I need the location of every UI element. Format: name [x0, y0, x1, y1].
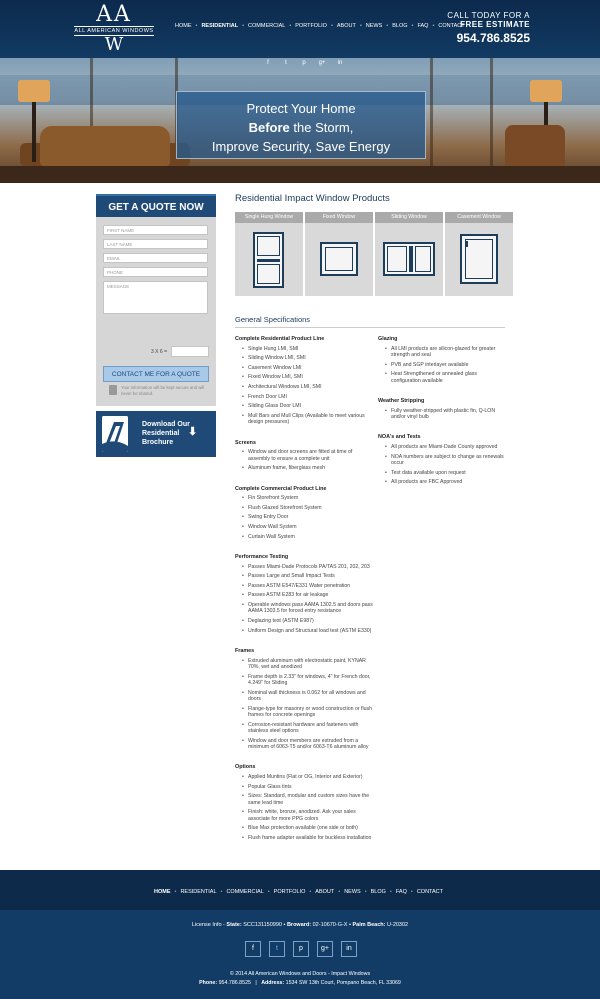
linkedin-icon[interactable]: in [337, 60, 343, 66]
spec-item: • Casement Window LMI [248, 365, 375, 371]
fixed-window-icon [320, 242, 358, 276]
spec-item: • Fully weather-stripped with plastic fin, Q-LON and/or vinyl bulb [391, 408, 505, 421]
nav-residential[interactable]: RESIDENTIAL [201, 23, 239, 29]
footer-nav-about[interactable]: ABOUT [315, 889, 335, 895]
spec-item: • Uniform Design and Structural load test (ASTM E330) [248, 628, 375, 634]
spec-item: • Corrosion-resistant hardware and fasteners with stainless steel options [248, 722, 375, 735]
product-label: Sliding Window [375, 212, 443, 223]
spec-group-title: Performance Testing [235, 553, 289, 560]
license-pb: U-20302 [385, 922, 409, 928]
brochure-download-button[interactable] [96, 411, 216, 457]
license-state-label: State: [226, 922, 242, 928]
footer-nav-faq[interactable]: FAQ [395, 889, 407, 895]
hero-window-frame [430, 58, 433, 183]
googleplus-icon[interactable]: g+ [318, 60, 326, 66]
spec-list [378, 408, 505, 421]
product-grid [235, 212, 513, 296]
spec-group-title: Options [235, 764, 256, 771]
nav-separator: • [410, 889, 413, 895]
product-label: Fixed Window [305, 212, 373, 223]
specs-title: General Specifications [235, 315, 505, 328]
product-fixed[interactable] [305, 212, 373, 296]
facebook-icon[interactable]: f [267, 60, 269, 66]
nav-faq[interactable]: FAQ [417, 23, 429, 29]
hero-banner [0, 0, 600, 183]
spec-item: • Flush Glazed Storefront System [248, 505, 375, 511]
spec-group-title: Weather Stripping [378, 398, 425, 404]
call-phone[interactable]: 954.786.8525 [456, 31, 530, 45]
product-casement[interactable] [445, 212, 513, 296]
nav-separator: • [389, 889, 392, 895]
spec-item: • All products are Miami-Dade County approved [391, 444, 505, 450]
spec-item: • Sliding Window LMI, SMI [248, 355, 375, 361]
footer-contact-line: Phone: 954.786.8525 | Address: 1534 SW 13th Court, Pompano Beach, FL 33069 [199, 980, 401, 986]
specs-left-column [235, 335, 375, 854]
spec-group [235, 647, 375, 750]
hero-line-1: Protect Your Home [246, 101, 356, 116]
nav-about[interactable]: ABOUT [336, 23, 356, 29]
hero-message [176, 91, 426, 159]
footer-nav-blog[interactable]: BLOG [370, 889, 386, 895]
phone-label: Phone: [199, 980, 218, 986]
spec-group [235, 439, 375, 472]
spec-group-title: Frames [235, 647, 255, 654]
spec-item: • Mull Bars and Mull Clips (Available to meet various design pressures) [248, 413, 375, 426]
hero-lamp [18, 80, 50, 102]
phone-field[interactable]: PHONE [103, 267, 208, 277]
license-broward-label: Broward: [286, 922, 312, 928]
nav-portfolio[interactable]: PORTFOLIO [295, 23, 327, 29]
license-pb-label: Palm Beach: [352, 922, 386, 928]
spec-item: • Blue Max protection available (one side or both) [248, 825, 375, 831]
nav-separator: • [174, 889, 177, 895]
quote-form-footer [96, 402, 216, 406]
call-to-action [420, 11, 530, 45]
nav-news[interactable]: NEWS [365, 23, 383, 29]
download-icon: ⬇ [188, 426, 198, 438]
call-line-2: FREE ESTIMATE [460, 20, 530, 29]
spec-item: • Passes Miami-Dade Protocols PA/TAS 201, 202, 203 [248, 564, 375, 570]
spec-group-title: Glazing [378, 336, 398, 342]
footer-nav-home[interactable]: HOME [154, 889, 171, 895]
logo-letters-top: AA [96, 2, 132, 27]
spec-list [235, 774, 375, 841]
product-single-hung[interactable] [235, 212, 303, 296]
pinterest-icon[interactable]: p [302, 60, 306, 66]
nav-separator: • [338, 889, 341, 895]
spec-list [235, 346, 375, 426]
product-label: Casement Window [445, 212, 513, 223]
spec-list [235, 449, 375, 471]
nav-blog[interactable]: BLOG [392, 23, 408, 29]
hero-floor [0, 166, 600, 183]
nav-separator: • [242, 23, 245, 29]
copyright: © 2014 All American Windows and Doors - Impact Windows [229, 971, 371, 977]
spec-item: • Finish: white, bronze, anodized. Ask your sales associate for more PPG colors [248, 809, 375, 822]
spec-item: • Aluminum frame, fiberglass mesh [248, 465, 375, 471]
footer-nav-portfolio[interactable]: PORTFOLIO [273, 889, 306, 895]
hero-window-frame [490, 58, 493, 183]
nav-home[interactable]: HOME [175, 23, 192, 29]
nav-separator: • [309, 889, 312, 895]
nav-separator: • [386, 23, 389, 29]
footer-social-icons [245, 941, 357, 957]
spec-item: • Swing Entry Door [248, 514, 375, 520]
quote-form [96, 217, 216, 382]
license-prefix: License Info - [191, 922, 227, 928]
spec-item: • Applied Muntins (Flat or OG, Interior and Exterior) [248, 774, 375, 780]
sidebar [96, 194, 216, 457]
last-name-field[interactable]: LAST NAME [103, 239, 208, 249]
spec-list [235, 564, 375, 634]
spec-group [378, 335, 505, 384]
spec-item: • Curtain Wall System [248, 534, 375, 540]
footer-nav-contact[interactable]: CONTACT [416, 889, 443, 895]
spec-item: • Operable windows pass AAMA 1302.5 and doors pass AAMA 1303.5 for forced entry resistance [248, 602, 375, 615]
spec-list [235, 495, 375, 540]
main-content [235, 193, 505, 841]
footer-nav-news[interactable]: NEWS [344, 889, 361, 895]
contact-quote-button[interactable]: CONTACT ME FOR A QUOTE [103, 366, 209, 382]
spec-item: • Test data available upon request [391, 470, 505, 476]
call-line-1: CALL TODAY FOR A [447, 11, 530, 20]
brochure-line-3: Brochure [142, 439, 174, 446]
spec-item: • PVB and SGP interlayer available [391, 362, 505, 368]
spec-item: • Passes ASTM E547/E331 Water penetration [248, 583, 375, 589]
nav-commercial[interactable]: COMMERCIAL [248, 23, 286, 29]
nav-separator: • [364, 889, 367, 895]
hero-line-3: Improve Security, Save Energy [211, 139, 391, 154]
footer-address: 1534 SW 13th Court, Pompano Beach, FL 33069 [284, 980, 401, 986]
hero-line-2-rest: the Storm, [289, 120, 354, 135]
hero-lamp [530, 80, 562, 102]
captcha-label: 3 X 6 = [151, 348, 167, 355]
nav-separator: • [220, 889, 223, 895]
spec-group-title: Screens [235, 439, 256, 446]
footer-nav [154, 889, 443, 895]
spec-item: • Fixed Window LMI, SMI [248, 374, 375, 380]
spec-item: • NOA numbers are subject to change as renewals occur [391, 454, 505, 467]
nav-separator: • [330, 23, 333, 29]
logo-letter-bottom: W [104, 34, 124, 55]
spec-item: • Passes Large and Small Impact Tests [248, 573, 375, 579]
casement-window-icon [460, 234, 498, 284]
spec-group-title: Complete Residential Product Line [235, 336, 325, 342]
address-label: Address: [261, 980, 285, 986]
hero-lamp-stand [32, 102, 36, 162]
hero-emphasis: Before [248, 120, 290, 135]
license-state: SCC131150990 [241, 922, 282, 928]
lock-icon [109, 385, 117, 395]
page-title: Residential Impact Window Products [235, 193, 390, 204]
captcha-row [151, 346, 209, 357]
nav-separator: • [289, 23, 292, 29]
spec-item: • Window and door screens are fitted at time of assembly to ensure a complete unit [248, 449, 375, 462]
single-hung-window-icon [253, 232, 284, 288]
spec-item: • Architectural Windows LMI, SMI [248, 384, 375, 390]
license-info: License Info - State: SCC131150990 • Broward: 02-10670-G-X • Palm Beach: U-20302 [191, 922, 409, 928]
captcha-input[interactable] [171, 346, 209, 357]
pinterest-icon[interactable]: p [293, 941, 309, 957]
hero-line-2 [177, 118, 425, 137]
spec-group [378, 433, 505, 485]
spec-group [235, 553, 375, 634]
nav-separator: • [411, 23, 414, 29]
specs-right-column [378, 335, 505, 499]
spec-item: • Nominal wall thickness is 0.062 for all windows and doors [248, 690, 375, 703]
googleplus-icon[interactable]: g+ [317, 941, 333, 957]
header-social-icons [262, 58, 346, 68]
nav-separator: • [432, 23, 435, 29]
spec-item: • Heat Strengthened or annealed glass configuration available [391, 371, 505, 384]
site-logo[interactable] [74, 2, 154, 55]
spec-group [378, 397, 505, 420]
nav-contact[interactable]: CONTACT [438, 23, 465, 29]
spec-item: • Window and door members are extruded from a minimum of 6063-T5 and/or 6063-T6 aluminum alloy [248, 738, 375, 751]
spec-item: • All LMI products are silicon-glazed for greater strength and seal [391, 346, 505, 359]
spec-item: • Sizes: Standard, modular and custom sizes have the same lead time [248, 793, 375, 806]
email-field[interactable]: EMAIL [103, 253, 208, 263]
nav-separator: • [195, 23, 198, 29]
facebook-icon[interactable]: f [245, 941, 261, 957]
spec-item: • Flange-type for masonry or wood construction or flush frames for concrete openings [248, 706, 375, 719]
hero-chair [505, 125, 565, 169]
footer-nav-residential[interactable]: RESIDENTIAL [180, 889, 217, 895]
nav-separator: • [359, 23, 362, 29]
brochure-label [142, 420, 194, 447]
first-name-field[interactable]: FIRST NAME [103, 225, 208, 235]
spec-item: • Flush frame adapter available for buckless installation [248, 835, 375, 841]
brochure-line-2: Residential [142, 430, 180, 437]
spec-item: • Frame depth is 2.33" for windows, 4" for French door, 4.249" for Sliding [248, 674, 375, 687]
spec-item: • Window Wall System [248, 524, 375, 530]
spec-item: • French Door LMI [248, 394, 375, 400]
spec-group-title: NOA's and Tests [378, 434, 421, 441]
message-field[interactable]: MESSAGE [103, 281, 208, 314]
product-label: Single Hung Window [235, 212, 303, 223]
hero-sofa [40, 126, 170, 166]
product-sliding[interactable] [375, 212, 443, 296]
spec-group [235, 485, 375, 540]
license-broward: 02-10670-G-X [311, 922, 348, 928]
brochure-icon [102, 416, 128, 452]
spec-item: • Deglazing test (ASTM E987) [248, 618, 375, 624]
spec-item: • All products are FBC Approved [391, 479, 505, 485]
spec-item: • Fin Storefront System [248, 495, 375, 501]
spec-list [378, 346, 505, 384]
linkedin-icon[interactable]: in [341, 941, 357, 957]
spec-item: • Extruded aluminum with electrostatic paint, KYNAR 70%, wet and anodized [248, 658, 375, 671]
spec-group-title: Complete Commercial Product Line [235, 485, 327, 492]
spec-list [378, 444, 505, 486]
logo-company-name: ALL AMERICAN WINDOWS [74, 28, 154, 34]
privacy-note [96, 382, 216, 402]
brochure-line-1: Download Our [142, 421, 190, 428]
privacy-text: Your information will be kept secure and will never be shared. [121, 385, 205, 396]
spec-group [235, 335, 375, 426]
twitter-icon[interactable]: t [285, 60, 287, 66]
quote-title: GET A QUOTE NOW [96, 194, 216, 217]
footer-phone[interactable]: 954.786.8525 [217, 980, 251, 986]
footer-nav-commercial[interactable]: COMMERCIAL [226, 889, 264, 895]
spec-list [235, 658, 375, 751]
spec-item: • Passes ASTM E283 for air leakage [248, 592, 375, 598]
spec-item: • Sliding Glass Door LMI [248, 403, 375, 409]
twitter-icon[interactable]: t [269, 941, 285, 957]
spec-item: • Single Hung LMI, SMI [248, 346, 375, 352]
nav-separator: • [267, 889, 270, 895]
spec-group [235, 763, 375, 841]
spec-item: • Popular Glass tints [248, 784, 375, 790]
sliding-window-icon [383, 242, 435, 276]
